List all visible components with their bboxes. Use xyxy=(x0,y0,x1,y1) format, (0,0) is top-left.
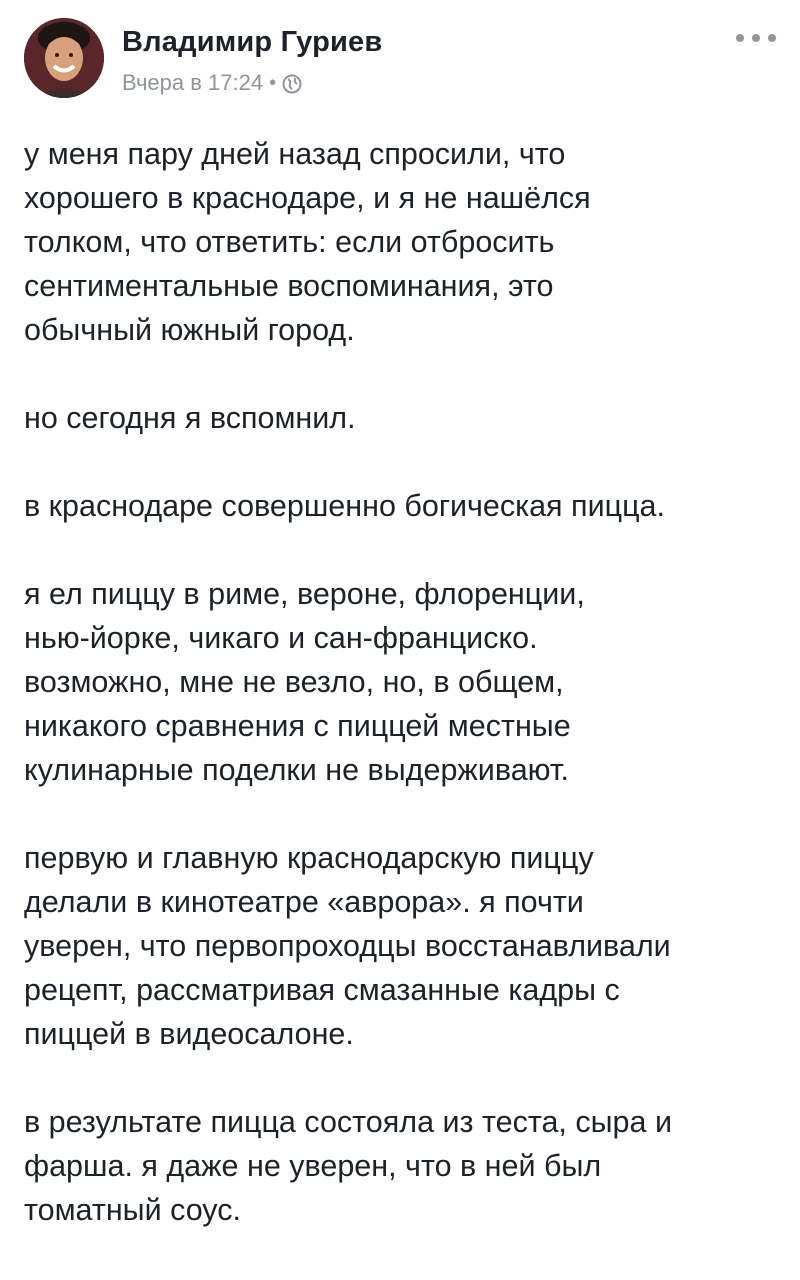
more-options-button[interactable] xyxy=(736,26,776,50)
more-dots-icon xyxy=(736,34,744,42)
post-timestamp[interactable]: Вчера в 17:24 xyxy=(122,70,264,95)
post-paragraph: я ел пиццу в риме, вероне, флоренции, нью-йорке, чикаго и сан-франциско. возможно, мне не везло, но, в общем, никакого сравнения с пиццей местные кулинарные поделки не выдерживают. xyxy=(24,577,585,787)
post-paragraph: в результате пицца состояла из теста, сыра и фарша. я даже не уверен, что в ней был томатный соус. xyxy=(24,1105,672,1227)
post-meta xyxy=(122,70,302,96)
post-body xyxy=(24,132,784,1276)
more-dots-icon xyxy=(752,34,760,42)
more-dots-icon xyxy=(768,34,776,42)
avatar-photo xyxy=(24,18,104,98)
post-paragraph: но сегодня я вспомнил. xyxy=(24,401,356,435)
post-paragraph: в краснодаре совершенно богическая пицца. xyxy=(24,489,665,523)
author-name[interactable]: Владимир Гуриев xyxy=(122,26,383,58)
post-paragraph: у меня пару дней назад спросили, что хорошего в краснодаре, и я не нашёлся толком, что ответить: если отбросить сентиментальные воспоминания, это обычный южный город. xyxy=(24,137,591,347)
post-paragraph: первую и главную краснодарскую пиццу делали в кинотеатре «аврора». я почти уверен, что первопроходцы восстанавливали рецепт, рассматривая смазанные кадры с пиццей в видеосалоне. xyxy=(24,841,671,1051)
globe-icon[interactable] xyxy=(282,74,302,94)
avatar[interactable] xyxy=(24,18,104,98)
meta-separator: • xyxy=(269,71,277,94)
post-header xyxy=(24,18,776,102)
